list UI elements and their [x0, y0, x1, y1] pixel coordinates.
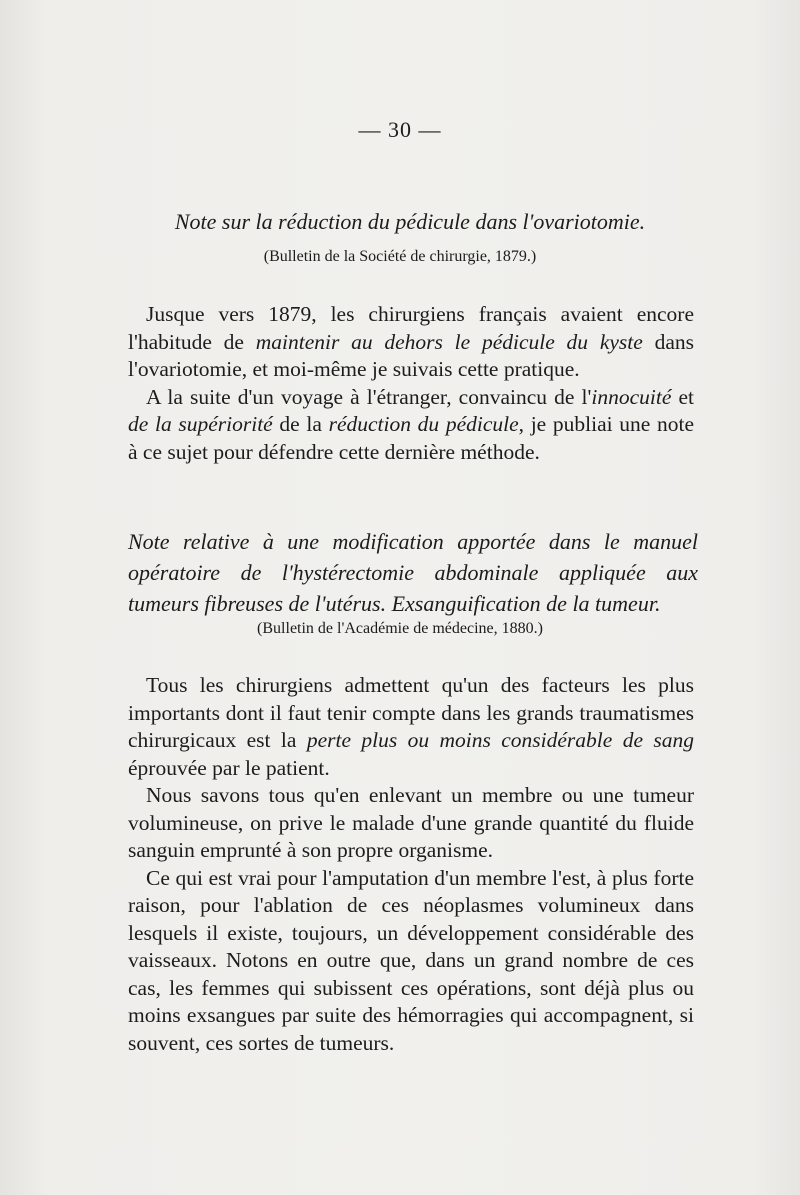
paragraph: A la suite d'un voyage à l'étranger, convaincu de l'innocuité et de la supériorité de la réduction du pédicule, je publiai une note à ce sujet pour défendre cette dernière méthode.	[128, 384, 695, 464]
page-number: — 30 —	[358, 117, 442, 142]
note-2-citation: (Bulletin de l'Académie de médecine, 1880.)	[257, 620, 543, 637]
paragraph: Ce qui est vrai pour l'amputation d'un membre l'est, à plus forte raison, pour l'ablation de ces néoplasmes volumineux dans lesquels il existe, toujours, un développement considérable des vaisseaux. Notons en outre que, dans un grand nombre de ces cas, les femmes qui subissent ces opérations, sont déjà plus ou moins exsangues par suite des hémorragies qui accompagnent, si souvent, ces sortes de tumeurs.	[128, 865, 694, 1055]
note-1-body	[128, 301, 694, 466]
note-1-citation: (Bulletin de la Société de chirurgie, 1879.)	[263, 248, 537, 265]
note-2-title: Note relative à une modification apportée dans le manuel opératoire de l'hystérectomie abdominale appliquée aux tumeurs fibreuses de l'utérus. Exsanguification de la tumeur.	[128, 529, 698, 616]
paragraph: Nous savons tous qu'en enlevant un membre ou une tumeur volumineuse, on prive le malade d'une grande quantité du fluide sanguin emprunté à son propre organisme.	[128, 783, 694, 862]
paragraph: Tous les chirurgiens admettent qu'un des facteurs les plus importants dont il faut tenir compte dans les grands traumatismes chirurgicaux est la perte plus ou moins considérable de sang éprouvée par le patient.	[128, 673, 695, 780]
note-1-title: Note sur la réduction du pédicule dans l'ovariotomie.	[174, 209, 646, 234]
note-2-body	[128, 672, 694, 1057]
paragraph: Jusque vers 1879, les chirurgiens français avaient encore l'habitude de maintenir au dehors le pédicule du kyste dans l'ovariotomie, et moi-même je suivais cette pratique.	[128, 302, 694, 381]
